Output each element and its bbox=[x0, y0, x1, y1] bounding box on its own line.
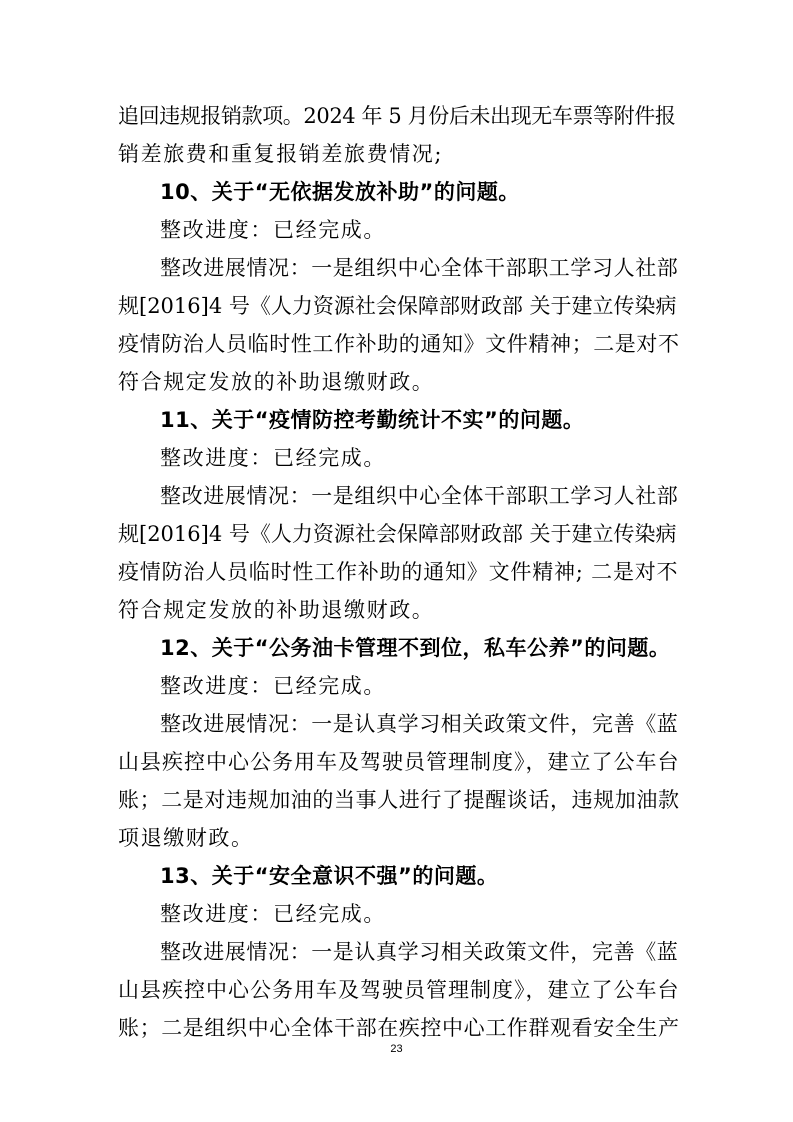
body-line: 账；二是对违规加油的当事人进行了提醒谈话，违规加油款 bbox=[118, 788, 680, 812]
body-line: 疫情防治人员临时性工作补助的通知》文件精神; 二是对不 bbox=[118, 560, 679, 584]
progress-status: 整改进度：已经完成。 bbox=[160, 446, 386, 470]
body-line: 整改进展情况：一是认真学习相关政策文件，完善《蓝 bbox=[160, 940, 679, 964]
body-line: 项退缴财政。 bbox=[118, 826, 254, 850]
section-heading-12: 12、关于“公务油卡管理不到位，私车公养”的问题。 bbox=[160, 636, 671, 660]
body-line: 符合规定发放的补助退缴财政。 bbox=[118, 370, 435, 394]
body-line: 规[2016]4 号《人力资源社会保障部财政部 关于建立传染病 bbox=[118, 294, 677, 318]
progress-status: 整改进度：已经完成。 bbox=[160, 902, 386, 926]
section-heading-11: 11、关于“疫情防控考勤统计不实”的问题。 bbox=[160, 408, 585, 432]
progress-status: 整改进度：已经完成。 bbox=[160, 674, 386, 698]
body-line: 账；二是组织中心全体干部在疾控中心工作群观看安全生产 bbox=[118, 1016, 680, 1040]
body-line: 山县疾控中心公务用车及驾驶员管理制度》，建立了公车台 bbox=[118, 978, 680, 1002]
body-line: 疫情防治人员临时性工作补助的通知》文件精神；二是对不 bbox=[118, 332, 680, 356]
body-line: 符合规定发放的补助退缴财政。 bbox=[118, 598, 435, 622]
body-line: 追回违规报销款项。2024 年 5 月份后未出现无车票等附件报 bbox=[118, 104, 676, 128]
body-line: 整改进展情况：一是认真学习相关政策文件，完善《蓝 bbox=[160, 712, 679, 736]
body-line: 销差旅费和重复报销差旅费情况; bbox=[118, 142, 444, 166]
progress-status: 整改进度：已经完成。 bbox=[160, 218, 386, 242]
body-line: 山县疾控中心公务用车及驾驶员管理制度》，建立了公车台 bbox=[118, 750, 680, 774]
body-line: 规[2016]4 号《人力资源社会保障部财政部 关于建立传染病 bbox=[118, 522, 677, 546]
section-heading-13: 13、关于“安全意识不强”的问题。 bbox=[160, 864, 499, 888]
page-number: 23 bbox=[390, 1043, 403, 1055]
body-line: 整改进展情况：一是组织中心全体干部职工学习人社部 bbox=[160, 484, 679, 508]
body-line: 整改进展情况：一是组织中心全体干部职工学习人社部 bbox=[160, 256, 679, 280]
section-heading-10: 10、关于“无依据发放补助”的问题。 bbox=[160, 180, 520, 204]
